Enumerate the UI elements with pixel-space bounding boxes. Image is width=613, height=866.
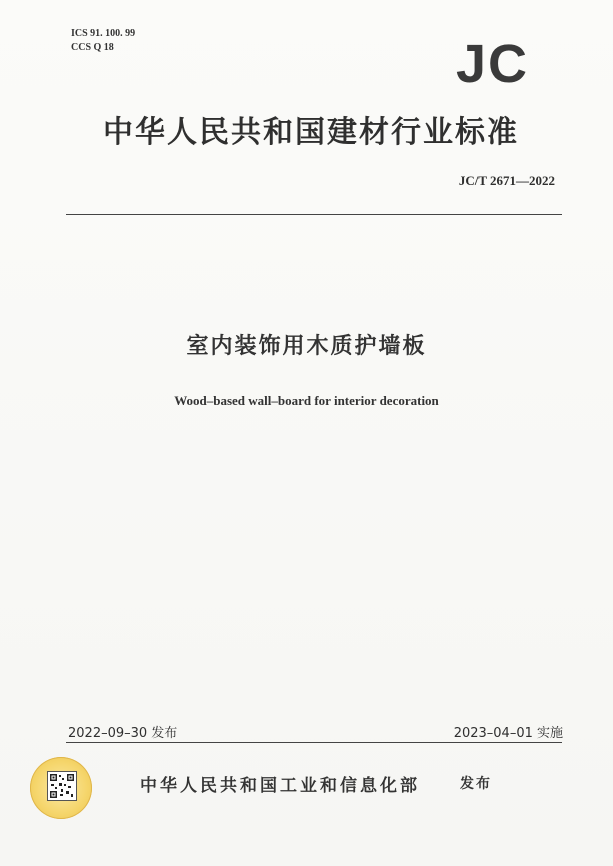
standard-number: JC/T 2671—2022 xyxy=(458,173,555,188)
publish-label: 发布 xyxy=(460,776,492,792)
jc-logo: JC xyxy=(455,34,529,94)
standard-category-title: 中华人民共和国建材行业标准 xyxy=(103,115,519,150)
classification-codes xyxy=(71,27,135,55)
ccs-code: CCS Q 18 xyxy=(71,42,114,53)
publisher-name: 中华人民共和国工业和信息化部 xyxy=(140,776,420,796)
issue-date: 2022–09–30 发布 xyxy=(68,726,178,741)
header-divider xyxy=(66,214,562,215)
ics-code: ICS 91. 100. 99 xyxy=(71,28,136,39)
implementation-date: 2023–04–01 实施 xyxy=(453,726,563,741)
qr-code-icon xyxy=(47,771,77,801)
document-title-chinese: 室内装饰用木质护墙板 xyxy=(186,334,427,359)
footer-divider xyxy=(66,742,562,743)
document-title-english: Wood–based wall–board for interior decoration xyxy=(174,393,439,408)
anti-counterfeit-seal-icon xyxy=(30,757,92,819)
